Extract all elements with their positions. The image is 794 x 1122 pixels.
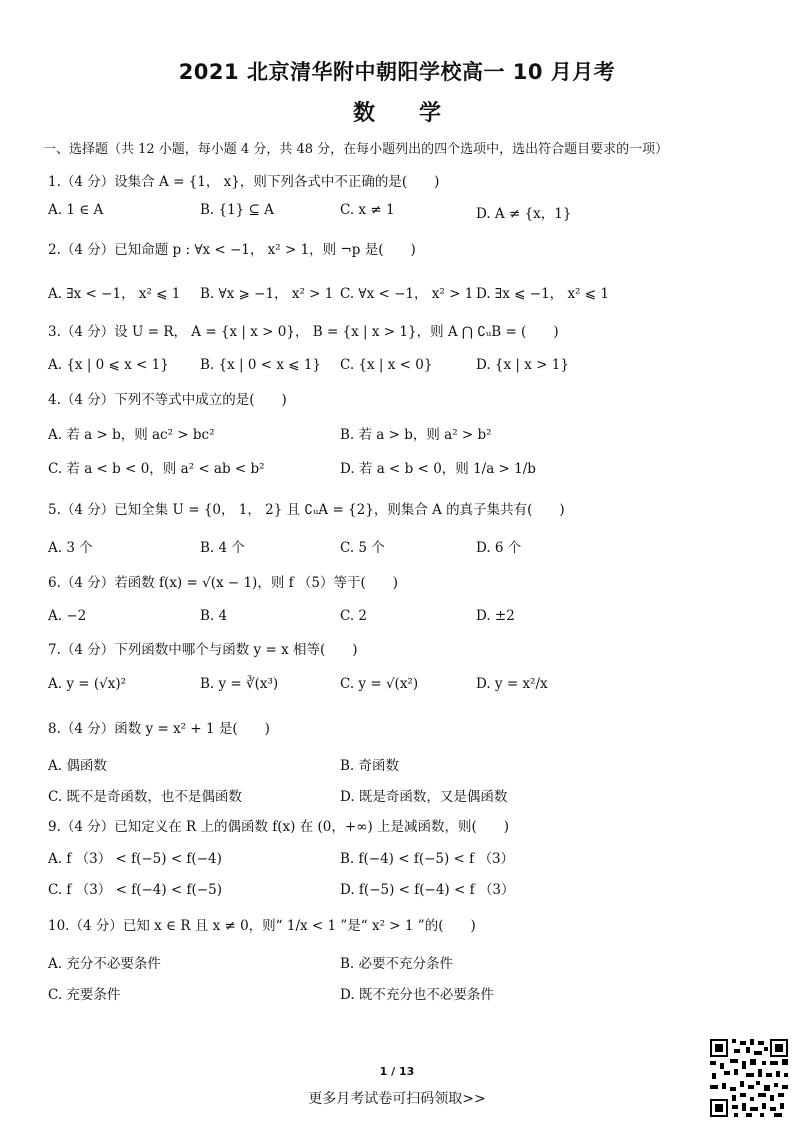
question-1-option-c: C. x ≠ 1 bbox=[340, 202, 395, 218]
question-8-option-a: A. 偶函数 bbox=[48, 758, 107, 774]
question-2-option-d: D. ∃x ⩽ −1， x² ⩽ 1 bbox=[476, 286, 609, 302]
question-10-option-d: D. 既不充分也不必要条件 bbox=[340, 987, 494, 1003]
question-5-option-c: C. 5 个 bbox=[340, 540, 385, 556]
footer-note: 更多月考试卷可扫码领取>> bbox=[308, 1091, 486, 1107]
question-9-stem: 9.（4 分）已知定义在 R 上的偶函数 f(x) 在 (0，+∞) 上是减函数，则( ) bbox=[48, 819, 510, 835]
question-10-option-b: B. 必要不充分条件 bbox=[340, 956, 454, 972]
question-2-option-c: C. ∀x < −1， x² > 1 bbox=[340, 286, 474, 302]
question-9-option-d: D. f(−5) < f(−4) < f （3） bbox=[340, 882, 515, 898]
subject-title: 数 学 bbox=[352, 101, 441, 126]
question-10-option-a: A. 充分不必要条件 bbox=[48, 956, 161, 972]
question-3-option-c: C. {x | x < 0} bbox=[340, 357, 433, 373]
question-4-option-d: D. 若 a < b < 0，则 1/a > 1/b bbox=[340, 461, 536, 477]
question-5-option-b: B. 4 个 bbox=[200, 540, 245, 556]
question-6-option-d: D. ±2 bbox=[476, 608, 515, 624]
qr-code-icon[interactable] bbox=[708, 1037, 790, 1119]
question-7-option-a: A. y = (√x)² bbox=[48, 676, 127, 692]
question-8-option-b: B. 奇函数 bbox=[340, 758, 400, 774]
question-5-option-a: A. 3 个 bbox=[48, 540, 93, 556]
section-heading: 一、选择题（共 12 小题，每小题 4 分，共 48 分，在每小题列出的四个选项中，选出符合题目要求的一项） bbox=[43, 142, 669, 157]
question-5-stem: 5.（4 分）已知全集 U = {0， 1， 2} 且 ∁ᵤA = {2}，则集合 A 的真子集共有( ) bbox=[48, 502, 565, 518]
question-2-option-b: B. ∀x ⩾ −1， x² > 1 bbox=[200, 286, 334, 302]
question-8-option-c: C. 既不是奇函数，也不是偶函数 bbox=[48, 789, 242, 805]
question-1-option-a: A. 1 ∈ A bbox=[48, 202, 104, 218]
page-title: 2021 北京清华附中朝阳学校高一 10 月月考 bbox=[178, 60, 616, 84]
question-9-option-a: A. f （3） < f(−5) < f(−4) bbox=[48, 851, 222, 867]
question-6-option-c: C. 2 bbox=[340, 608, 368, 624]
question-7-option-b: B. y = ∛(x³) bbox=[200, 676, 279, 692]
question-4-option-c: C. 若 a < b < 0，则 a² < ab < b² bbox=[48, 461, 265, 477]
question-7-option-d: D. y = x²/x bbox=[476, 676, 548, 692]
question-7-option-c: C. y = √(x²) bbox=[340, 676, 419, 692]
question-4-option-a: A. 若 a > b，则 ac² > bc² bbox=[48, 427, 215, 443]
question-3-option-b: B. {x | 0 < x ⩽ 1} bbox=[200, 357, 322, 373]
question-3-option-a: A. {x | 0 ⩽ x < 1} bbox=[48, 357, 169, 373]
question-10-stem: 10.（4 分）已知 x ∈ R 且 x ≠ 0，则“ 1/x < 1 ”是“ x² > 1 ”的( ) bbox=[48, 918, 476, 934]
question-9-option-c: C. f （3） < f(−4) < f(−5) bbox=[48, 882, 222, 898]
question-6-option-b: B. 4 bbox=[200, 608, 228, 624]
question-6-option-a: A. −2 bbox=[48, 608, 87, 624]
question-4-option-b: B. 若 a > b，则 a² > b² bbox=[340, 427, 492, 443]
question-1-stem: 1.（4 分）设集合 A = {1， x}，则下列各式中不正确的是( ) bbox=[48, 174, 440, 190]
page-number: 1 / 13 bbox=[379, 1065, 415, 1078]
question-8-option-d: D. 既是奇函数，又是偶函数 bbox=[340, 789, 508, 805]
question-1-option-d: D. A ≠ {x，1} bbox=[476, 206, 572, 222]
question-8-stem: 8.（4 分）函数 y = x² + 1 是( ) bbox=[48, 721, 270, 737]
question-6-stem: 6.（4 分）若函数 f(x) = √(x − 1)，则 f （5）等于( ) bbox=[48, 575, 399, 591]
question-1-option-b: B. {1} ⊆ A bbox=[200, 202, 274, 218]
question-2-stem: 2.（4 分）已知命题 p : ∀x < −1， x² > 1，则 ¬p 是( ) bbox=[48, 242, 416, 258]
question-5-option-d: D. 6 个 bbox=[476, 540, 522, 556]
question-10-option-c: C. 充要条件 bbox=[48, 987, 121, 1003]
question-2-option-a: A. ∃x < −1， x² ⩽ 1 bbox=[48, 286, 181, 302]
question-3-option-d: D. {x | x > 1} bbox=[476, 357, 569, 373]
question-4-stem: 4.（4 分）下列不等式中成立的是( ) bbox=[48, 392, 287, 408]
question-7-stem: 7.（4 分）下列函数中哪个与函数 y = x 相等( ) bbox=[48, 642, 358, 658]
question-9-option-b: B. f(−4) < f(−5) < f （3） bbox=[340, 851, 515, 867]
question-3-stem: 3.（4 分）设 U = R， A = {x | x > 0}， B = {x | x > 1}，则 A ⋂ ∁ᵤB = ( ) bbox=[48, 324, 559, 340]
